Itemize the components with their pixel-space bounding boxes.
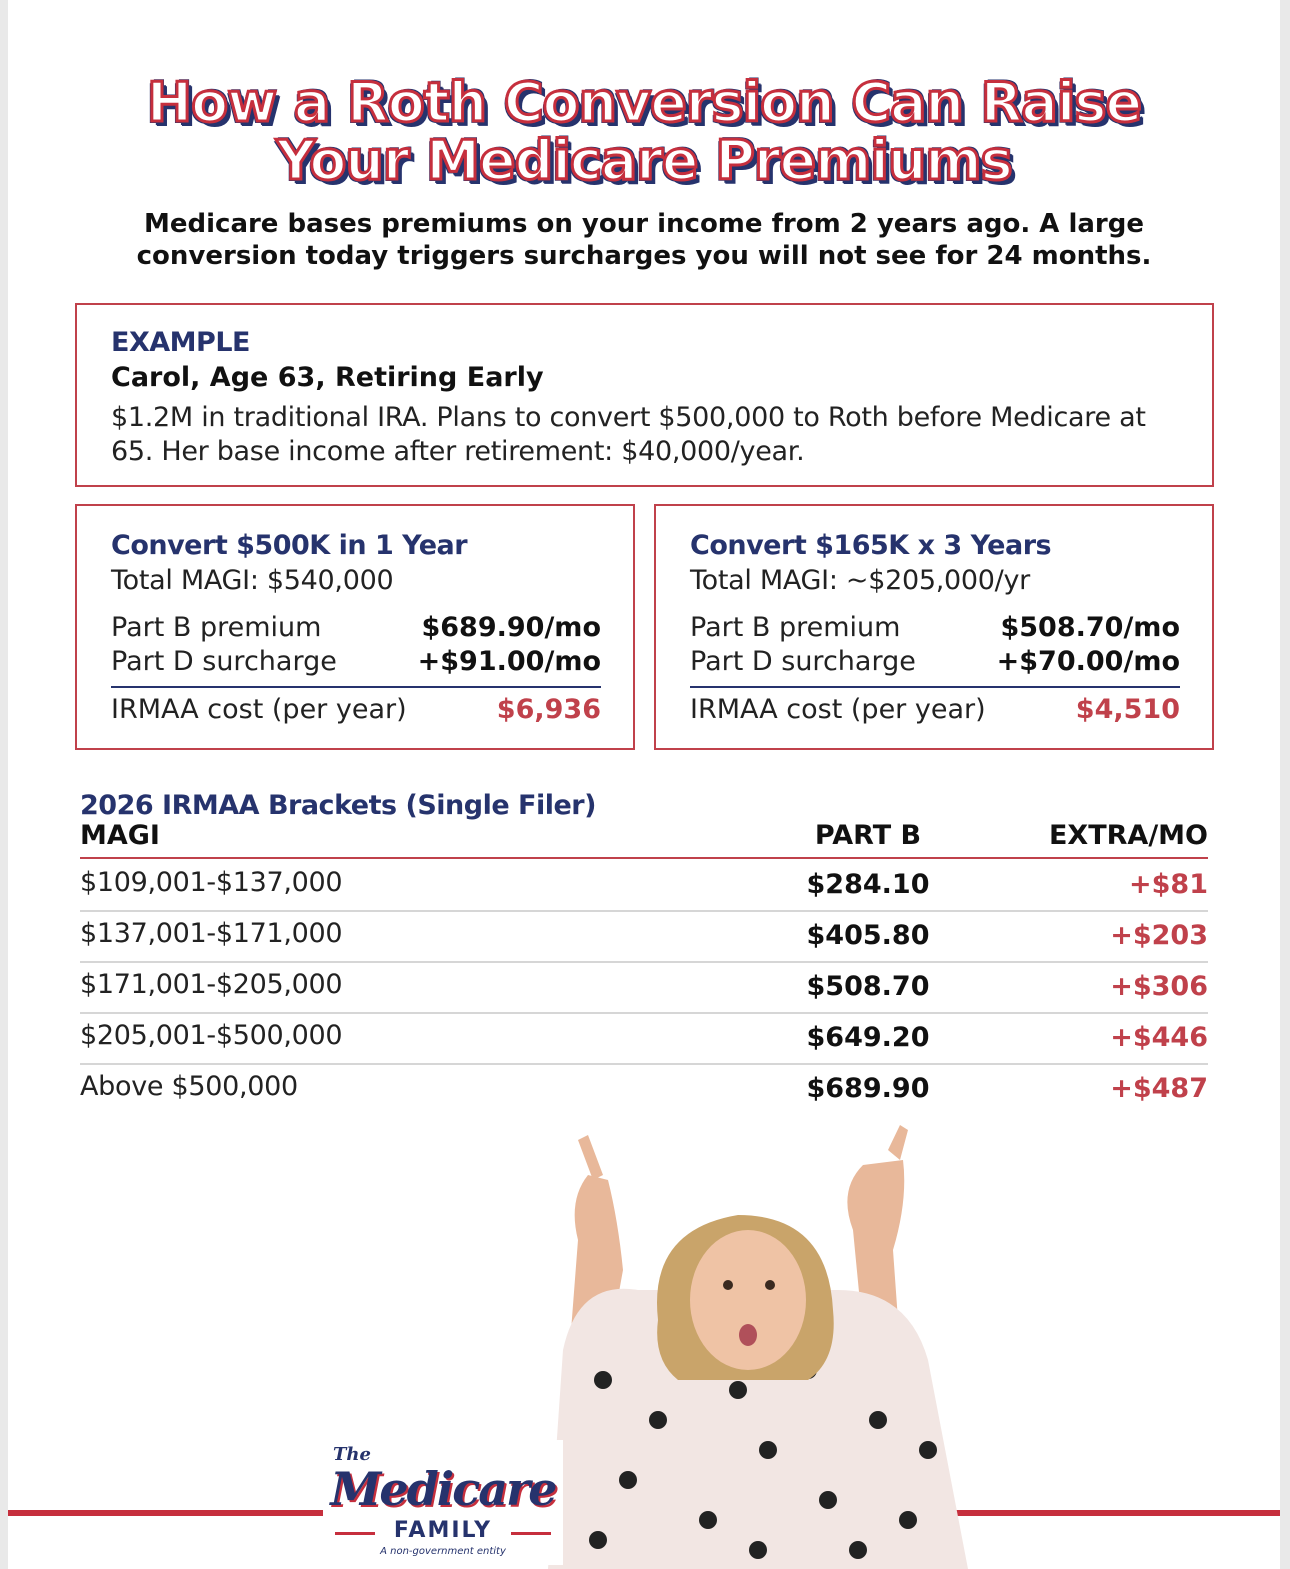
row-extra: +$446 — [1110, 1022, 1208, 1053]
subtitle-line-1: Medicare bases premiums on your income from 2 years ago. A large — [144, 209, 1144, 239]
row-magi: $171,001-$205,000 — [80, 969, 343, 1000]
row-part-b: $508.70 — [806, 971, 930, 1002]
part-d-label: Part D surcharge — [690, 646, 916, 677]
part-b-label: Part B premium — [111, 612, 322, 643]
part-d-value: +$70.00/mo — [996, 646, 1180, 677]
brackets-title: 2026 IRMAA Brackets (Single Filer) — [80, 790, 596, 821]
row-extra: +$81 — [1129, 869, 1208, 900]
row-magi: $109,001-$137,000 — [80, 867, 343, 898]
scenario-divider — [111, 686, 601, 688]
irmaa-label: IRMAA cost (per year) — [690, 694, 986, 725]
row-extra: +$306 — [1110, 971, 1208, 1002]
example-box — [75, 303, 1214, 487]
row-part-b: $649.20 — [806, 1022, 930, 1053]
scenario-title: Convert $500K in 1 Year — [111, 530, 468, 561]
row-extra: +$487 — [1110, 1073, 1208, 1104]
page-title-line-2: Your Medicare Premiums — [276, 129, 1012, 192]
person-pointing-up-illustration — [508, 1120, 978, 1569]
row-magi: $137,001-$171,000 — [80, 918, 343, 949]
scenario-magi: Total MAGI: ~$205,000/yr — [690, 565, 1030, 596]
subtitle-line-2: conversion today triggers surcharges you will not see for 24 months. — [136, 241, 1152, 271]
row-part-b: $405.80 — [806, 920, 930, 951]
logo-dash-right — [511, 1532, 551, 1535]
page-subtitle — [8, 208, 1280, 272]
part-d-label: Part D surcharge — [111, 646, 337, 677]
table-row — [80, 961, 1208, 1014]
irmaa-label: IRMAA cost (per year) — [111, 694, 407, 725]
column-header-extra: EXTRA/MO — [1048, 820, 1208, 851]
logo-tagline: A non-government entity — [380, 1546, 506, 1557]
column-header-part-b: PART B — [814, 820, 922, 851]
part-b-label: Part B premium — [690, 612, 901, 643]
row-part-b: $284.10 — [806, 869, 930, 900]
scenario-card-three-years — [654, 504, 1214, 750]
row-magi: $205,001-$500,000 — [80, 1020, 343, 1051]
column-header-magi: MAGI — [80, 820, 160, 851]
medicare-family-logo — [323, 1440, 563, 1565]
logo-family-text: FAMILY — [393, 1518, 493, 1543]
logo-main-text: Medicare — [330, 1462, 556, 1516]
scenario-magi: Total MAGI: $540,000 — [111, 565, 394, 596]
row-extra: +$203 — [1110, 920, 1208, 951]
irmaa-value: $6,936 — [496, 694, 601, 725]
page-title-line-1: How a Roth Conversion Can Raise — [146, 71, 1142, 134]
scenario-divider — [690, 686, 1180, 688]
page — [8, 0, 1280, 1569]
irmaa-value: $4,510 — [1075, 694, 1180, 725]
row-part-b: $689.90 — [806, 1073, 930, 1104]
example-eyebrow: EXAMPLE — [111, 327, 250, 358]
part-b-value: $508.70/mo — [1000, 612, 1180, 643]
example-description: $1.2M in traditional IRA. Plans to convert $500,000 to Roth before Medicare at 65. Her base income after retirement: $40,000/year. — [111, 402, 1146, 467]
scenario-card-one-year — [75, 504, 635, 750]
scenario-title: Convert $165K x 3 Years — [690, 530, 1052, 561]
table-row — [80, 1063, 1208, 1114]
table-row — [80, 910, 1208, 963]
row-magi: Above $500,000 — [80, 1071, 298, 1102]
part-b-value: $689.90/mo — [421, 612, 601, 643]
table-row — [80, 1012, 1208, 1065]
part-d-value: +$91.00/mo — [417, 646, 601, 677]
logo-the-text: The — [333, 1444, 371, 1465]
table-row — [80, 859, 1208, 912]
example-name: Carol, Age 63, Retiring Early — [111, 362, 544, 393]
